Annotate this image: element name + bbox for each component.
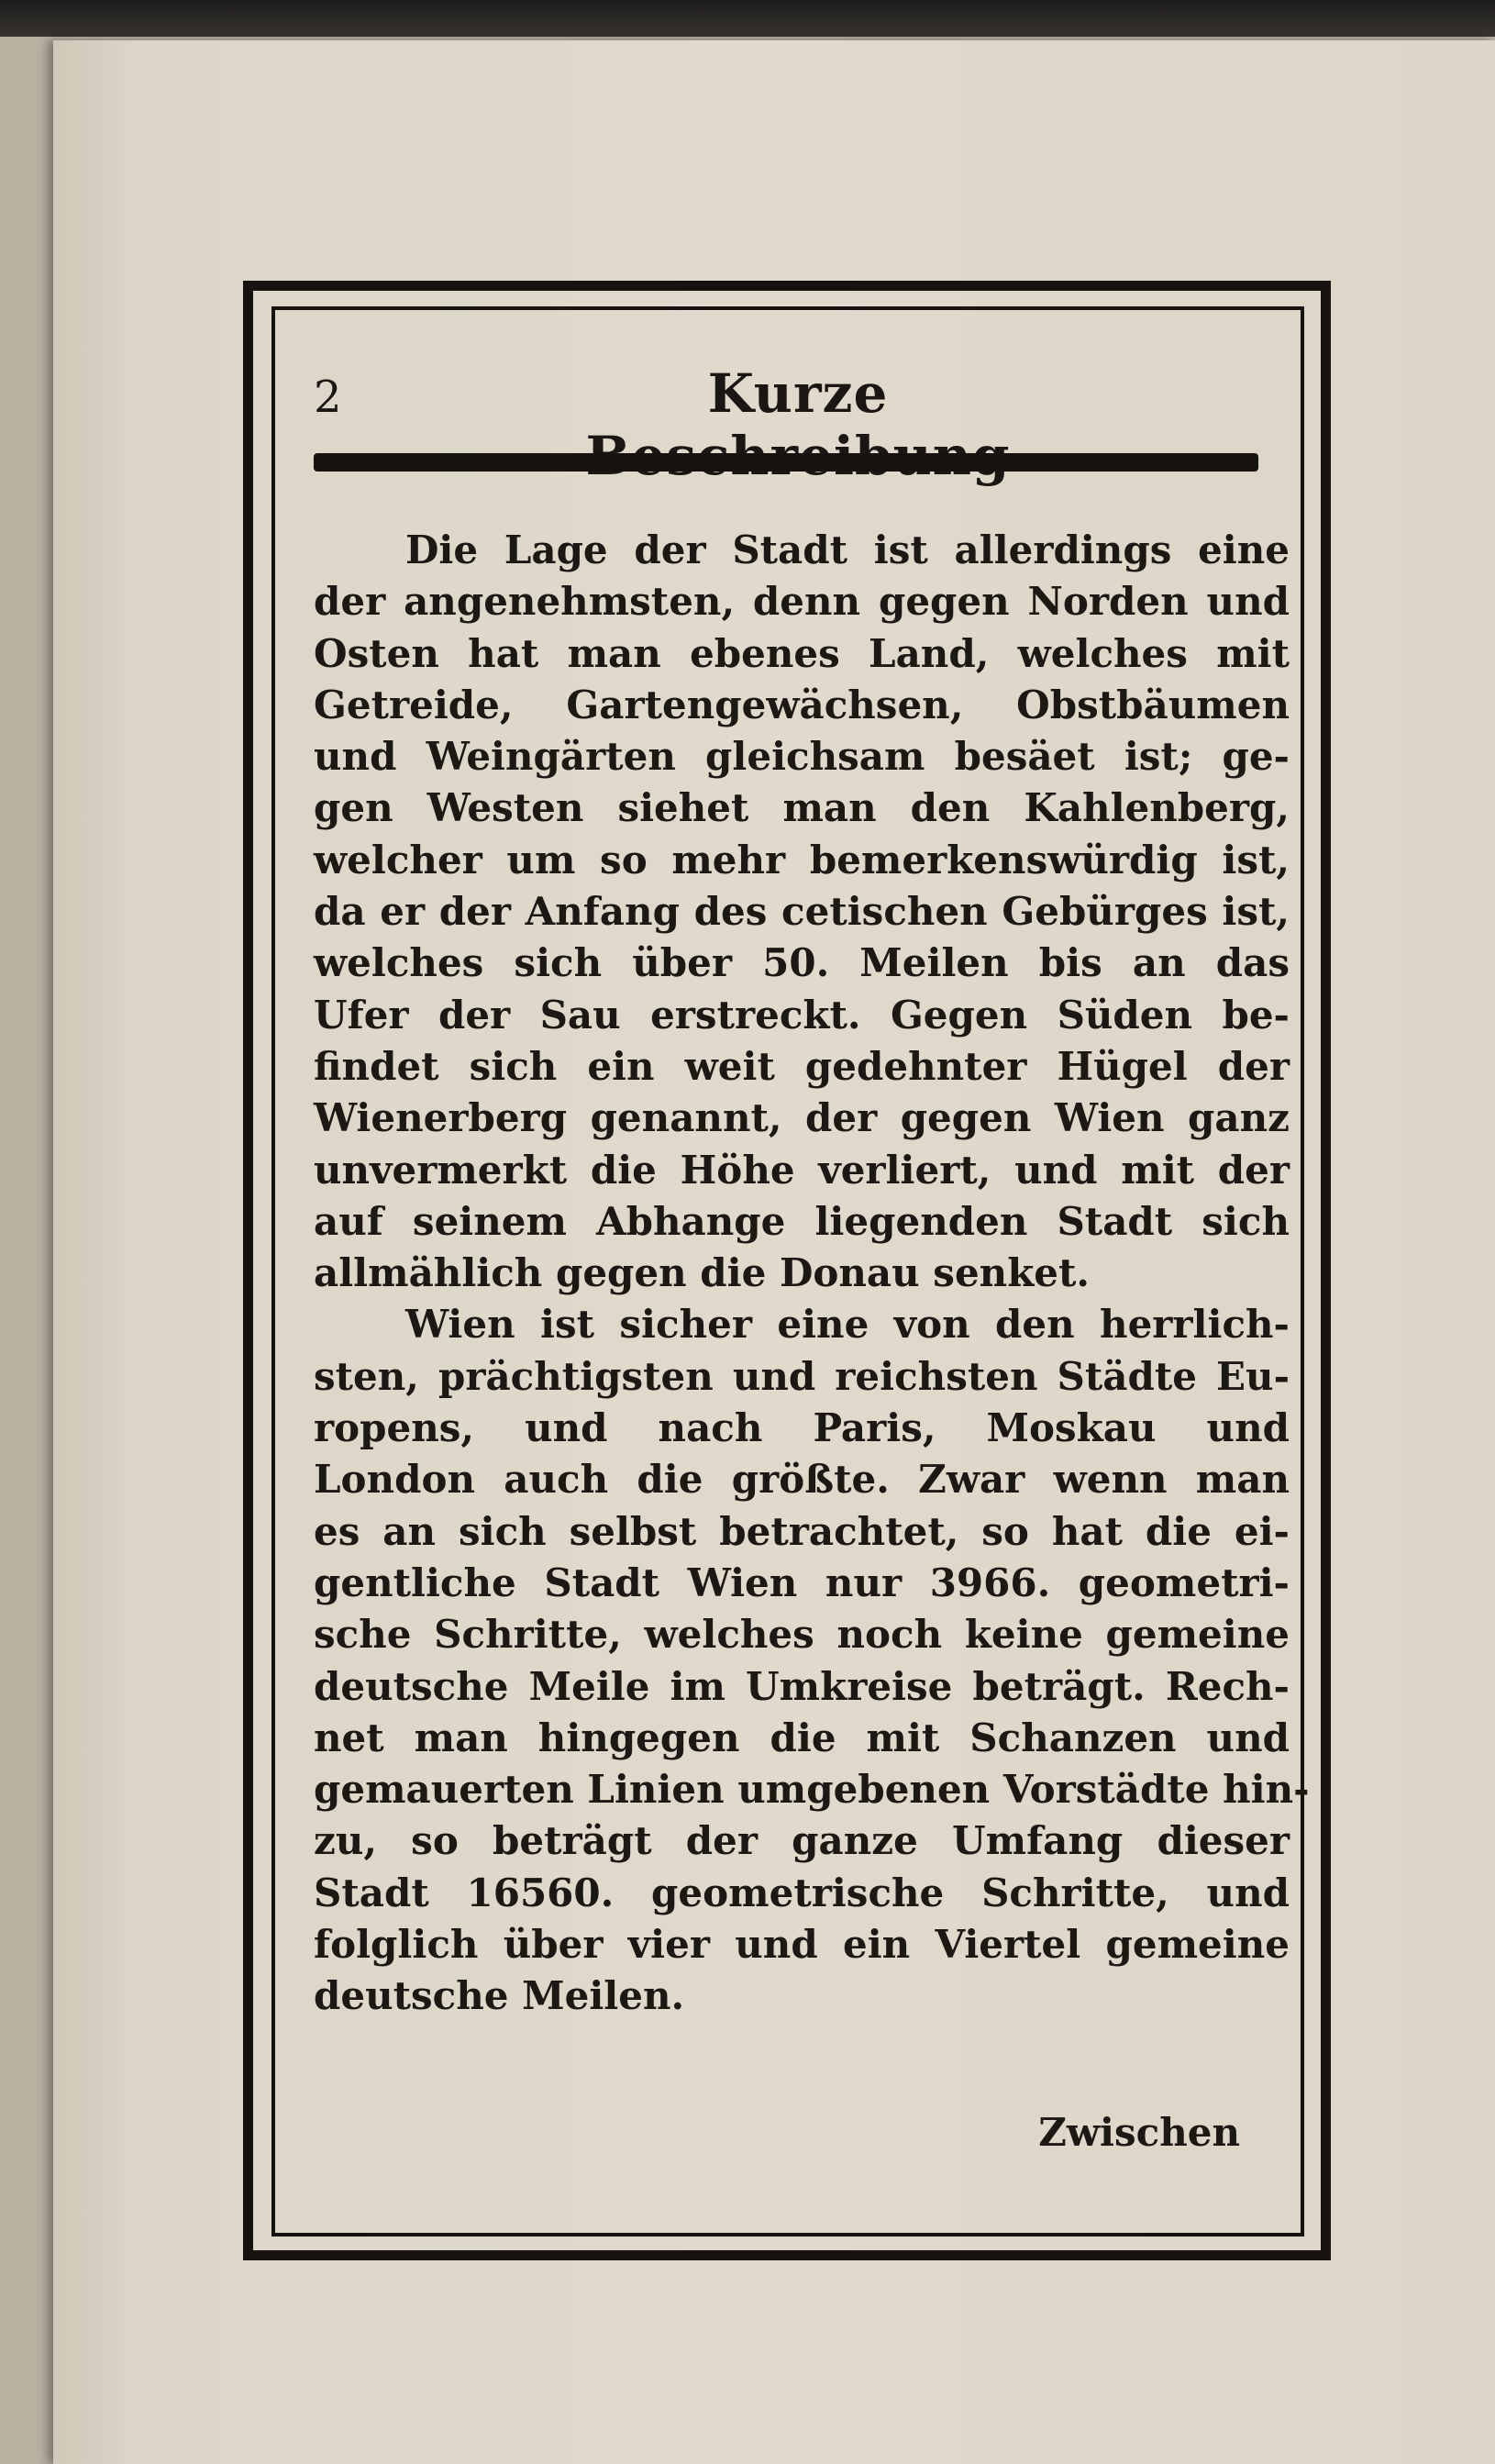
text-line: Getreide, Gartengewächsen, Obstbäumen: [314, 682, 1290, 727]
header-rule: [314, 453, 1258, 472]
text-line: welches sich über 50. Meilen bis an das: [314, 940, 1290, 986]
text-line: welcher um so mehr bemerkenswürdig ist,: [314, 837, 1290, 882]
text-line: Die Lage der Stadt ist allerdings eine: [405, 527, 1290, 572]
text-line: folglich über vier und ein Viertel gemeine: [314, 1922, 1290, 1968]
text-line: Ufer der Sau erstreckt. Gegen Süden be-: [314, 992, 1290, 1038]
text-line: auf seinem Abhange liegenden Stadt sich: [314, 1198, 1290, 1244]
text-line: es an sich selbst betrachtet, so hat die ei-: [314, 1508, 1290, 1554]
body-text: [314, 525, 1310, 2023]
text-line: Osten hat man ebenes Land, welches mit: [314, 630, 1290, 676]
text-line: und Weingärten gleichsam besäet ist; ge-: [314, 734, 1290, 780]
text-line: Wienerberg genannt, der gegen Wien ganz: [314, 1095, 1290, 1141]
text-line: allmählich gegen die Donau senket.: [314, 1250, 1091, 1296]
text-line: gentliche Stadt Wien nur 3966. geometri-: [314, 1559, 1290, 1605]
text-line: net man hingegen die mit Schanzen und: [314, 1715, 1290, 1760]
text-line: gen Westen siehet man den Kahlenberg,: [314, 785, 1290, 831]
text-line: Wien ist sicher eine von den herrlich-: [405, 1302, 1290, 1348]
text-line: deutsche Meile im Umkreise beträgt. Rech-: [314, 1663, 1290, 1709]
text-line: der angenehmsten, denn gegen Norden und: [314, 579, 1290, 625]
page-number: 2: [314, 372, 342, 423]
text-line: da er der Anfang des cetischen Gebürges ist,: [314, 889, 1290, 935]
text-line: sten, prächtigsten und reichsten Städte Eu-: [314, 1353, 1290, 1399]
text-line: zu, so beträgt der ganze Umfang dieser: [314, 1818, 1290, 1864]
running-head: Kurze: [707, 362, 889, 425]
text-line: Stadt 16560. geometrische Schritte, und: [314, 1870, 1290, 1915]
catchword: Zwischen: [1038, 2110, 1240, 2155]
text-line: unvermerkt die Höhe verliert, und mit der: [314, 1147, 1290, 1193]
text-line: findet sich ein weit gedehnter Hügel der: [314, 1043, 1290, 1089]
text-line: gemauerten Linien umgebenen Vorstädte hin-: [314, 1767, 1310, 1813]
text-line: sche Schritte, welches noch keine gemeine: [314, 1612, 1290, 1658]
text-line: ropens, und nach Paris, Moskau und: [314, 1405, 1290, 1451]
text-line: London auch die größte. Zwar wenn man: [314, 1457, 1290, 1503]
text-line: deutsche Meilen.: [314, 1973, 685, 2019]
